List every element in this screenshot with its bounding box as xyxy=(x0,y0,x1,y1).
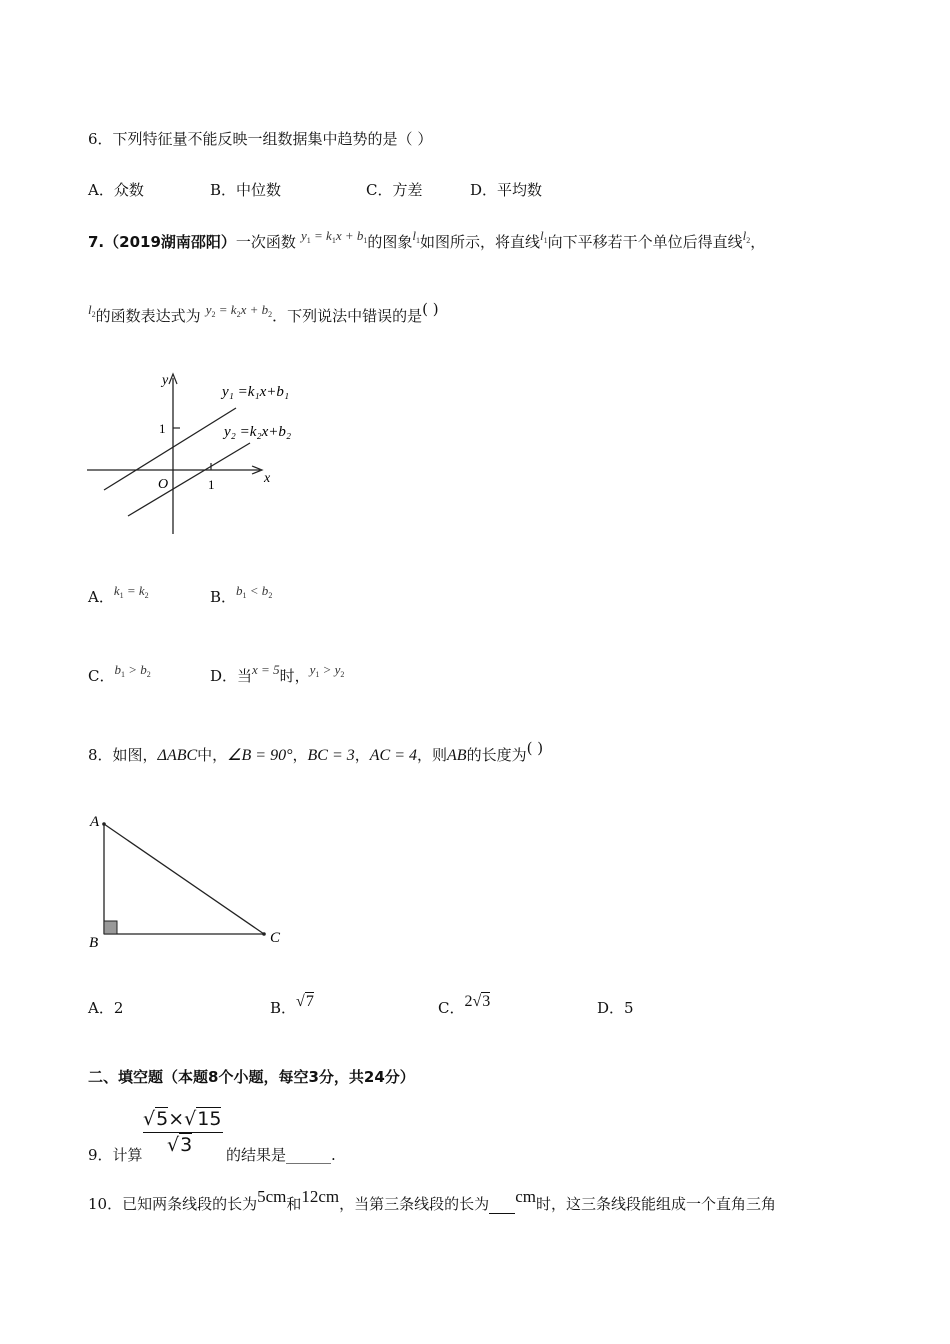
q7-number: 7. xyxy=(88,233,105,251)
x-axis-label: x xyxy=(264,471,271,486)
q7-line2 xyxy=(88,300,439,326)
origin-label: O xyxy=(158,477,169,492)
q6-option-a: A．众数 xyxy=(88,181,144,199)
label-c: C xyxy=(270,930,281,946)
q7-l1: l1 xyxy=(540,228,548,245)
q7-option-d-math1: x = 5 xyxy=(252,662,280,677)
q8-ac: AC = 4 xyxy=(369,747,418,764)
q10-length-1: 5cm xyxy=(257,1187,287,1206)
q7-l1: l1 xyxy=(412,228,421,245)
q8-triangle-figure xyxy=(84,810,294,955)
label-a: A xyxy=(90,814,100,830)
q7-l2: l2 xyxy=(88,302,96,319)
q6-option-b: B．中位数 xyxy=(210,181,282,199)
vertex-a xyxy=(102,822,106,826)
line-l2-label: y₂ =k₂x+b₂ xyxy=(224,424,292,440)
q10-text: 时，这三条线段能组成一个直角三角 xyxy=(535,1195,776,1213)
q7-option-a xyxy=(88,583,149,607)
q8-text: ，则 xyxy=(417,746,448,764)
q10-stem xyxy=(88,1187,776,1214)
vertex-c xyxy=(262,932,266,936)
q8-text: ， xyxy=(354,746,370,764)
q10-text: ，当第三条线段的长为 xyxy=(339,1195,490,1213)
y-axis-label: y xyxy=(162,373,169,388)
sqrt-7: √7 xyxy=(296,993,314,1010)
q7-option-b xyxy=(210,583,273,607)
option-letter: A． xyxy=(88,588,114,606)
q8-text: 中， xyxy=(197,746,228,764)
q8-option-a: A．2 xyxy=(88,999,124,1017)
q7-line1 xyxy=(88,228,766,252)
q7-option-c xyxy=(88,662,151,686)
option-letter: B． xyxy=(210,588,237,606)
q7-l2: l2 xyxy=(742,228,751,245)
q10-length-2: 12cm xyxy=(301,1187,340,1206)
y-tick-label: 1 xyxy=(159,421,166,436)
q6-option-c: C．方差 xyxy=(366,181,423,199)
q7-option-b-math: b1 < b2 xyxy=(236,583,273,600)
q7-text: 如图所示，将直线 xyxy=(420,233,541,251)
q10-unit: cm xyxy=(515,1187,536,1206)
section-heading: 二、填空题（本题8个小题，每空3分，共24分） xyxy=(88,1068,415,1086)
q8-paren: ( ) xyxy=(526,739,544,757)
q7-function-2: y2 = k2x + b2 xyxy=(205,302,273,319)
label-b: B xyxy=(89,935,99,951)
q7-option-a-math: k1 = k2 xyxy=(113,583,149,600)
q8-text: 8．如图， xyxy=(88,746,158,764)
q8-triangle: ΔABC xyxy=(157,747,198,764)
q7-text: ．下列说法中错误的是 xyxy=(272,307,423,325)
q7-option-d-math2: y1 > y2 xyxy=(309,662,345,679)
two-sqrt-3: 2√3 xyxy=(464,993,491,1010)
q7-text: 的图象 xyxy=(367,233,413,251)
option-letter: B． xyxy=(270,999,297,1017)
line-l1-label: y₁ =k₁x+b₁ xyxy=(222,384,290,400)
q8-bc: BC = 3 xyxy=(307,747,355,764)
q6-stem: 6．下列特征量不能反映一组数据集中趋势的是（ ） xyxy=(88,130,433,148)
q8-angle: ∠B = 90° xyxy=(227,747,293,764)
option-letter: D．当 xyxy=(210,667,253,685)
option-letter: C． xyxy=(438,999,465,1017)
option-text: 时， xyxy=(279,667,310,685)
q7-graph xyxy=(84,368,324,543)
q10-text: 和 xyxy=(286,1195,302,1213)
q9-numerator: √5×√15 xyxy=(143,1108,222,1130)
q10-blank xyxy=(489,1194,515,1214)
q7-source: （2019湖南邵阳） xyxy=(104,233,236,251)
q7-paren: ( ) xyxy=(422,300,439,318)
q8-option-b xyxy=(270,993,314,1018)
q7-option-c-math: b1 > b2 xyxy=(114,662,151,679)
q10-text: 10．已知两条线段的长为 xyxy=(88,1195,258,1213)
q6-option-d: D．平均数 xyxy=(470,181,543,199)
q7-text: ， xyxy=(750,233,766,251)
q9-denominator: √3 xyxy=(167,1134,193,1156)
line-l2 xyxy=(128,443,250,516)
q8-text: ， xyxy=(292,746,308,764)
q8-text: 的长度为 xyxy=(466,746,527,764)
side-ac xyxy=(104,824,264,934)
q8-ab: AB xyxy=(447,747,467,764)
q8-option-c xyxy=(438,993,491,1018)
line-l1 xyxy=(104,408,236,490)
q7-text: 一次函数 xyxy=(235,233,296,251)
q7-function-1: y1 = k1x + b1 xyxy=(301,228,368,245)
q7-option-d xyxy=(210,662,345,686)
q8-stem xyxy=(88,739,544,765)
right-angle-mark xyxy=(104,921,117,934)
q8-option-d: D．5 xyxy=(597,999,634,1017)
q7-text: 的函数表达式为 xyxy=(95,307,201,325)
x-tick-label: 1 xyxy=(208,477,215,492)
q7-text: 向下平移若干个单位后得直线 xyxy=(547,233,743,251)
q9-prefix: 9．计算 xyxy=(88,1146,143,1164)
option-letter: C． xyxy=(88,667,115,685)
q9-suffix: 的结果是______. xyxy=(226,1146,336,1164)
